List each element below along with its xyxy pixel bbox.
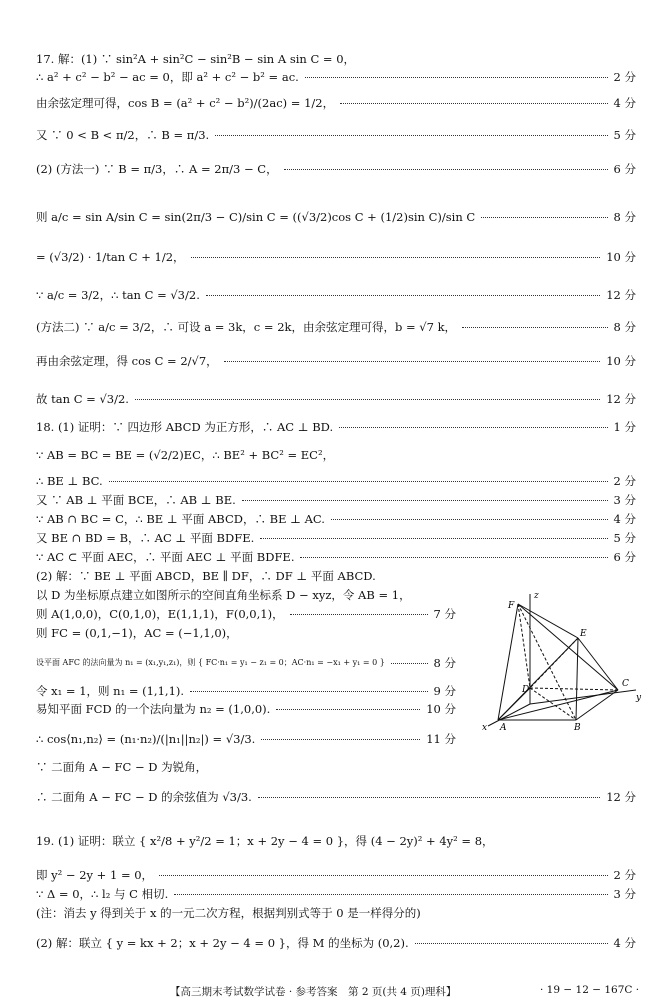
dot-leader [415,943,608,944]
score-label: 8 分 [613,210,636,224]
solution-line [36,548,636,566]
line-text: 由余弦定理可得，cos B = (a² + c² − b²)/(2ac) = 1/2， [36,96,335,110]
solution-line [36,208,636,226]
score-label: 7 分 [433,607,456,621]
solution-line [36,352,636,370]
score-label: 5 分 [613,531,636,545]
line-text: (2) (方法一) ∵ B = π/3，∴ A = 2π/3 − C， [36,162,278,176]
line-text: 则 FC = (0,1,−1)，AC = (−1,1,0)， [36,626,238,640]
line-text: 则 a/c = sin A/sin C = sin(2π/3 − C)/sin C = ((√3/2)cos C + (1/2)sin C)/sin C [36,210,476,224]
score-label: 12 分 [606,288,636,302]
line-text: 故 tan C = √3/2. [36,392,129,406]
line-text: (注：消去 y 得到关于 x 的一元二次方程，根据判别式等于 0 是一样得分的) [36,906,421,920]
line-text: (2) 解：∵ BE ⊥ 平面 ABCD，BE ∥ DF，∴ DF ⊥ 平面 ABCD. [36,569,376,583]
line-text: ∵ a/c = 3/2，∴ tan C = √3/2. [36,288,200,302]
line-text: 则 A(1,0,0)，C(0,1,0)，E(1,1,1)，F(0,0,1)， [36,607,284,621]
edge-fc [518,604,618,690]
dot-leader [260,538,608,539]
score-label: 12 分 [606,790,636,804]
score-label: 2 分 [613,474,636,488]
dot-leader [174,894,608,895]
dot-leader [206,295,600,296]
line-text: 又 ∵ AB ⊥ 平面 BCE，∴ AB ⊥ BE. [36,493,236,507]
dot-leader [290,614,428,615]
line-text: 17. 解：(1) ∵ sin²A + sin²C − sin²B − sin A sin C = 0， [36,52,356,66]
line-text: = (√3/2) · 1/tan C + 1/2， [36,250,185,264]
solution-line [36,624,456,642]
dot-leader [276,709,420,710]
line-text: 即 y² − 2y + 1 = 0， [36,868,154,882]
dot-leader [462,327,608,328]
line-text: 又 BE ∩ BD = B，∴ AC ⊥ 平面 BDFE. [36,531,255,545]
edge-ec [578,638,618,690]
solution-line [36,700,456,718]
line-text: 易知平面 FCD 的一个法向量为 n₂ = (1,0,0). [36,702,271,716]
solution-line [36,160,636,178]
score-label: 4 分 [613,96,636,110]
dot-leader [305,77,608,78]
line-text: ∵ AB = BC = BE = (√2/2)EC，∴ BE² + BC² = EC²， [36,448,335,462]
footer-code: · 19 − 12 − 167C · [540,984,640,996]
score-label: 10 分 [426,702,456,716]
line-text: ∴ 二面角 A − FC − D 的余弦值为 √3/3. [36,790,252,804]
line-text: 令 x₁ = 1，则 n₁ = (1,1,1). [36,684,185,698]
edge-fe [518,604,578,638]
solution-line [36,605,456,623]
score-label: 11 分 [426,732,456,746]
dot-leader [331,519,608,520]
line-text: (2) 解：联立 { y = kx + 2；x + 2y − 4 = 0 }，得 M 的坐标为 (0,2). [36,936,409,950]
dot-leader [339,427,608,428]
label-y: y [636,693,642,703]
dot-leader [190,691,428,692]
solution-line [36,529,636,547]
dot-leader [300,557,608,558]
label-x: x [482,723,488,732]
solution-line [36,904,636,922]
score-label: 10 分 [606,354,636,368]
score-label: 10 分 [606,250,636,264]
line-text: ∴ cos⟨n₁,n₂⟩ = (n₁·n₂)/(|n₁||n₂|) = √3/3. [36,732,256,746]
dot-leader [261,739,420,740]
line-text: 设平面 AFC 的法向量为 n₁ = (x₁,y₁,z₁)，则 { FC·n₁ = y₁ − z₁ = 0；AC·n₁ = −x₁ + y₁ = 0 } [36,658,385,667]
label-e: E [580,629,587,639]
line-text: 19. (1) 证明：联立 { x²/8 + y²/2 = 1；x + 2y − 4 = 0 }，得 (4 − 2y)² + 4y² = 8， [36,834,494,848]
score-label: 1 分 [613,420,636,434]
solution-line [36,248,636,266]
score-label: 3 分 [613,887,636,901]
solution-line [36,654,456,672]
solution-line [36,418,636,436]
dot-leader [109,481,608,482]
label-z: z [534,591,539,601]
dot-leader [191,257,600,258]
solution-line [36,788,636,806]
line-text: ∵ AB ∩ BC = C，∴ BE ⊥ 平面 ABCD，∴ BE ⊥ AC. [36,512,325,526]
line-text: 以 D 为坐标原点建立如图所示的空间直角坐标系 D − xyz，令 AB = 1， [36,588,411,602]
solution-line [36,50,636,68]
footer-title: 【高三期末考试数学试卷 · 参考答案 第 2 页(共 4 页)理科】 [170,986,457,998]
score-label: 5 分 [613,128,636,142]
dot-leader [284,169,608,170]
edge-ac [498,690,618,720]
score-label: 9 分 [433,684,456,698]
solution-line [36,934,636,952]
dot-leader [242,500,608,501]
solution-line [36,866,636,884]
label-c: C [622,679,629,689]
solution-line [36,318,636,336]
edge-fb [518,604,576,720]
line-text: 18. (1) 证明：∵ 四边形 ABCD 为正方形，∴ AC ⊥ BD. [36,420,334,434]
line-text: 又 ∵ 0 < B < π/2，∴ B = π/3. [36,128,210,142]
score-label: 6 分 [613,162,636,176]
line-text: ∴ a² + c² − b² − ac = 0，即 a² + c² − b² = ac. [36,70,299,84]
solution-line [36,758,456,776]
score-label: 6 分 [613,550,636,564]
x-axis [488,704,530,726]
line-text: ∵ Δ = 0，∴ l₂ 与 C 相切. [36,887,169,901]
solution-line [36,390,636,408]
edge-dc [530,688,618,690]
line-text: 再由余弦定理，得 cos C = 2/√7， [36,354,218,368]
dot-leader [135,399,600,400]
label-f: F [508,601,515,611]
dot-leader [224,361,600,362]
label-d: D [522,685,530,695]
edge-fd [518,604,530,688]
score-label: 2 分 [613,868,636,882]
y-axis [530,690,636,704]
solution-line [36,94,636,112]
line-text: ∵ 二面角 A − FC − D 为锐角， [36,760,208,774]
line-text: ∵ AC ⊂ 平面 AEC，∴ 平面 AEC ⊥ 平面 BDFE. [36,550,295,564]
solution-line [36,730,456,748]
score-label: 8 分 [613,320,636,334]
solution-line [36,68,636,86]
solution-line [36,586,456,604]
score-label: 3 分 [613,493,636,507]
edge-db [530,688,576,720]
solution-line [36,510,636,528]
dot-leader [258,797,600,798]
label-b: B [574,723,581,732]
dot-leader [481,217,608,218]
solution-line [36,682,456,700]
dot-leader [391,663,428,664]
solution-line [36,567,636,585]
line-text: ∴ BE ⊥ BC. [36,474,103,488]
solution-line [36,472,636,490]
score-label: 12 分 [606,392,636,406]
edge-bc [576,690,618,720]
solution-line [36,491,636,509]
solution-line [36,286,636,304]
dot-leader [340,103,608,104]
dot-leader [215,135,608,136]
line-text: (方法二) ∵ a/c = 3/2，∴ 可设 a = 3k，c = 2k，由余弦定理可得，b = √7 k， [36,320,457,334]
score-label: 8 分 [433,656,456,670]
solution-line [36,885,636,903]
score-label: 4 分 [613,512,636,526]
edge-eb [576,638,578,720]
score-label: 4 分 [613,936,636,950]
score-label: 2 分 [613,70,636,84]
geometry-figure [468,586,650,732]
solution-line [36,446,636,464]
solution-line [36,126,636,144]
dot-leader [159,875,608,876]
label-a: A [500,723,507,732]
solution-line [36,832,636,850]
